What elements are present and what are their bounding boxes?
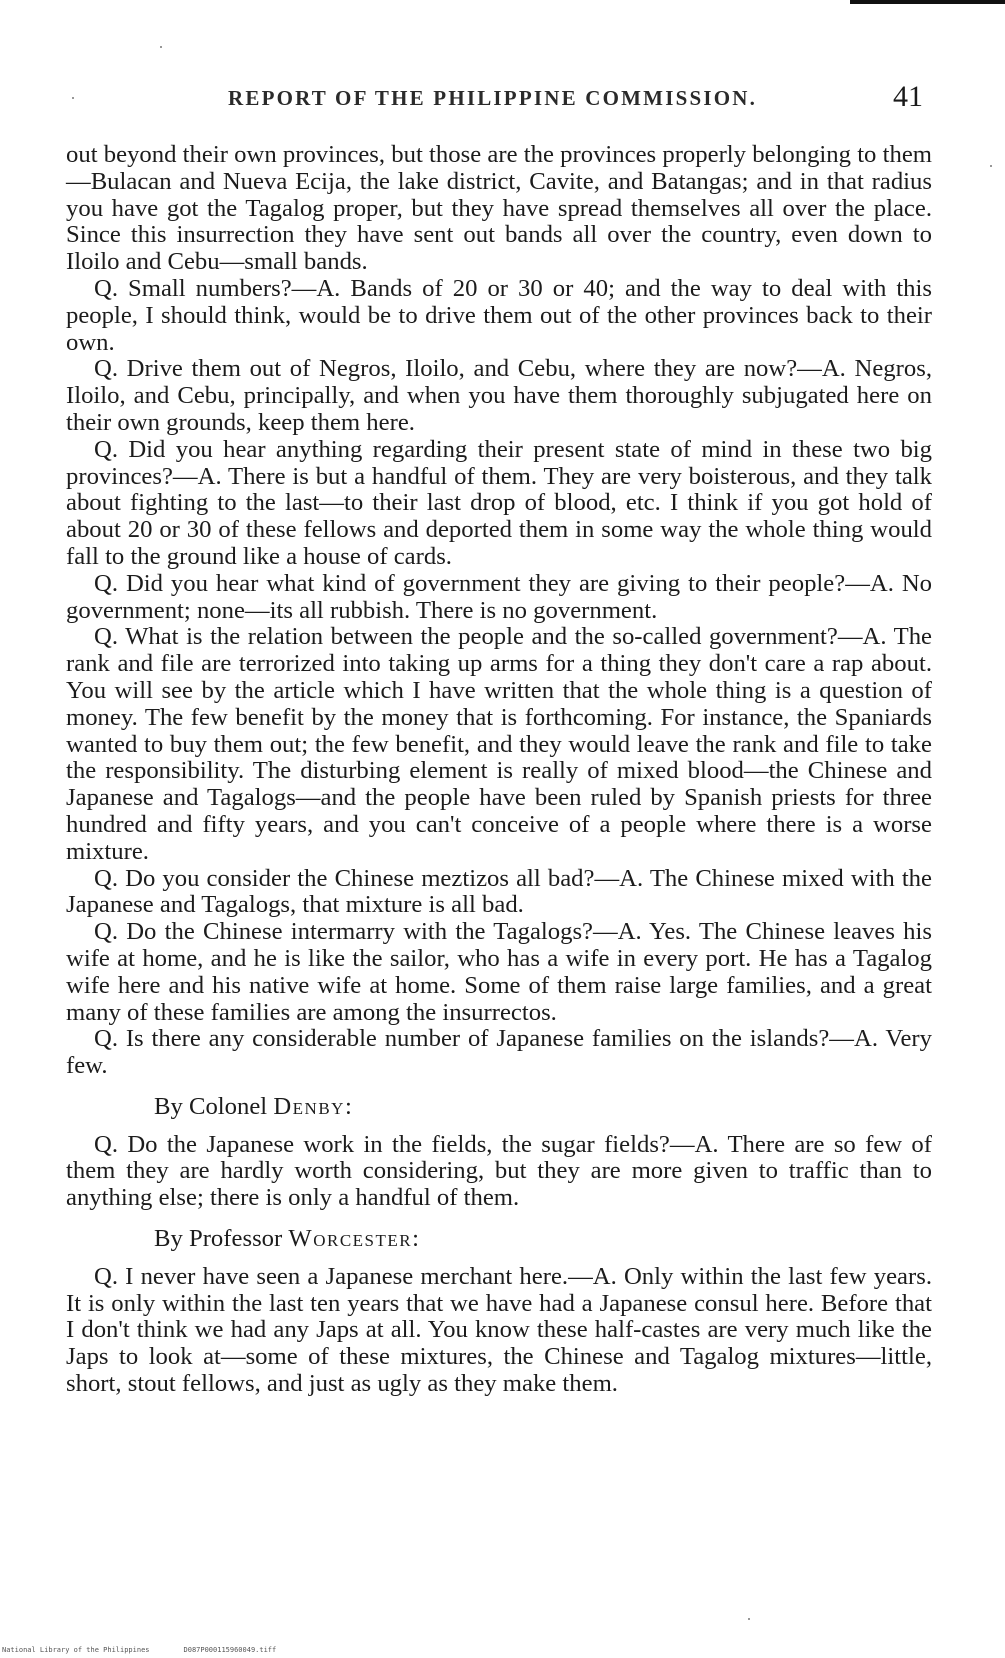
scan-speck	[160, 46, 162, 48]
speaker-prefix: By Professor	[154, 1225, 289, 1253]
paragraph-drive-them-out: Q. Drive them out of Negros, Iloilo, and Cebu, where they are now?—A. Negros, Iloilo, and Cebu, principally, and when you have them thoroughly subjugated here on their own grounds, keep them here.	[66, 355, 932, 436]
scan-footer	[2, 1646, 310, 1654]
paragraph-small-numbers: Q. Small numbers?—A. Bands of 20 or 30 or 40; and the way to deal with this people, I should think, would be to drive them out of the other provinces back to their own.	[66, 274, 932, 356]
paragraph-continuation: out beyond their own provinces, but those are the provinces properly belonging to them—Bulacan and Nueva Ecija, the lake district, Cavite, and Batangas; and in that radius you have got the Tagalog proper, but they have spread themselves all over the place. Since this insurrection they have sent out bands all over the country, even down to Iloilo and Cebu—small bands.	[66, 141, 932, 276]
page-number: 41	[893, 80, 923, 113]
footer-library: National Library of the Philippines	[2, 1646, 150, 1654]
speaker-suffix: :	[412, 1225, 419, 1253]
speaker-heading-denby	[154, 1094, 932, 1121]
scan-speck	[990, 165, 992, 167]
paragraph-government: Q. Did you hear what kind of government they are giving to their people?—A. No government; none—its all rubbish. There is no government.	[66, 569, 932, 624]
paragraph-japanese-families: Q. Is there any considerable number of Japanese families on the islands?—A. Very few.	[66, 1025, 932, 1080]
scan-speck	[748, 1618, 750, 1620]
running-title: REPORT OF THE PHILIPPINE COMMISSION.	[228, 86, 758, 110]
paragraph-relation: Q. What is the relation between the people and the so-called government?—A. The rank and file are terrorized into taking up arms for a thing they don't care a rap about. You will see by the article which I have written that the whole thing is a question of money. The few benefit by the money that is forthcoming. For instance, the Spaniards wanted to buy them out; the few benefit, and they would leave the rank and file to take the responsibility. The disturbing element is really of mixed blood—the Chinese and Japanese and Tagalogs—and the people have been ruled by Spanish priests for three hundred and fifty years, and you can't conceive of a people where there is a worse mixture.	[66, 623, 932, 865]
speaker-heading-worcester	[154, 1226, 932, 1253]
paragraph-meztizos: Q. Do you consider the Chinese meztizos all bad?—A. The Chinese mixed with the Japanese and Tagalogs, that mixture is all bad.	[66, 864, 932, 919]
paragraph-state-of-mind: Q. Did you hear anything regarding their present state of mind in these two big provinces?—A. There is but a handful of them. They are very boisterous, and they talk about fighting to the last—to their last drop of blood, etc. I think if you got hold of about 20 or 30 of these fellows and deported them in some way the whole thing would fall to the ground like a house of cards.	[66, 435, 932, 570]
speaker-prefix: By Colonel	[154, 1092, 274, 1120]
paragraph-japanese-work: Q. Do the Japanese work in the fields, the sugar fields?—A. There are so few of them they are hardly worth considering, but they are more given to traffic than to anything else; there is only a handful of them.	[66, 1130, 932, 1212]
speaker-suffix: :	[344, 1092, 352, 1120]
scan-speck	[72, 97, 74, 99]
speaker-name: Denby	[273, 1092, 345, 1120]
paragraph-intermarry: Q. Do the Chinese intermarry with the Tagalogs?—A. Yes. The Chinese leaves his wife at home, and he is like the sailor, who has a wife in every port. He has a Tagalog wife here and his native wife at home. Some of them raise large families, and a great many of these families are among the insurrectos.	[66, 918, 932, 1026]
footer-file: D087P000115960049.tiff	[183, 1646, 277, 1654]
paragraph-japanese-merchant: Q. I never have seen a Japanese merchant here.—A. Only within the last few years. It is only within the last ten years that we have had a Japanese consul here. Before that I don't think we had any Japs at all. You know these half-castes are very much like the Japs to look at—some of these mixtures, the Chinese and Tagalog mixtures—little, short, stout fellows, and just as ugly as they make them.	[66, 1262, 932, 1398]
page-header	[0, 80, 1005, 122]
speaker-name: Worcester	[288, 1225, 413, 1253]
page-body	[66, 142, 932, 1398]
top-edge-rule	[850, 0, 1005, 4]
